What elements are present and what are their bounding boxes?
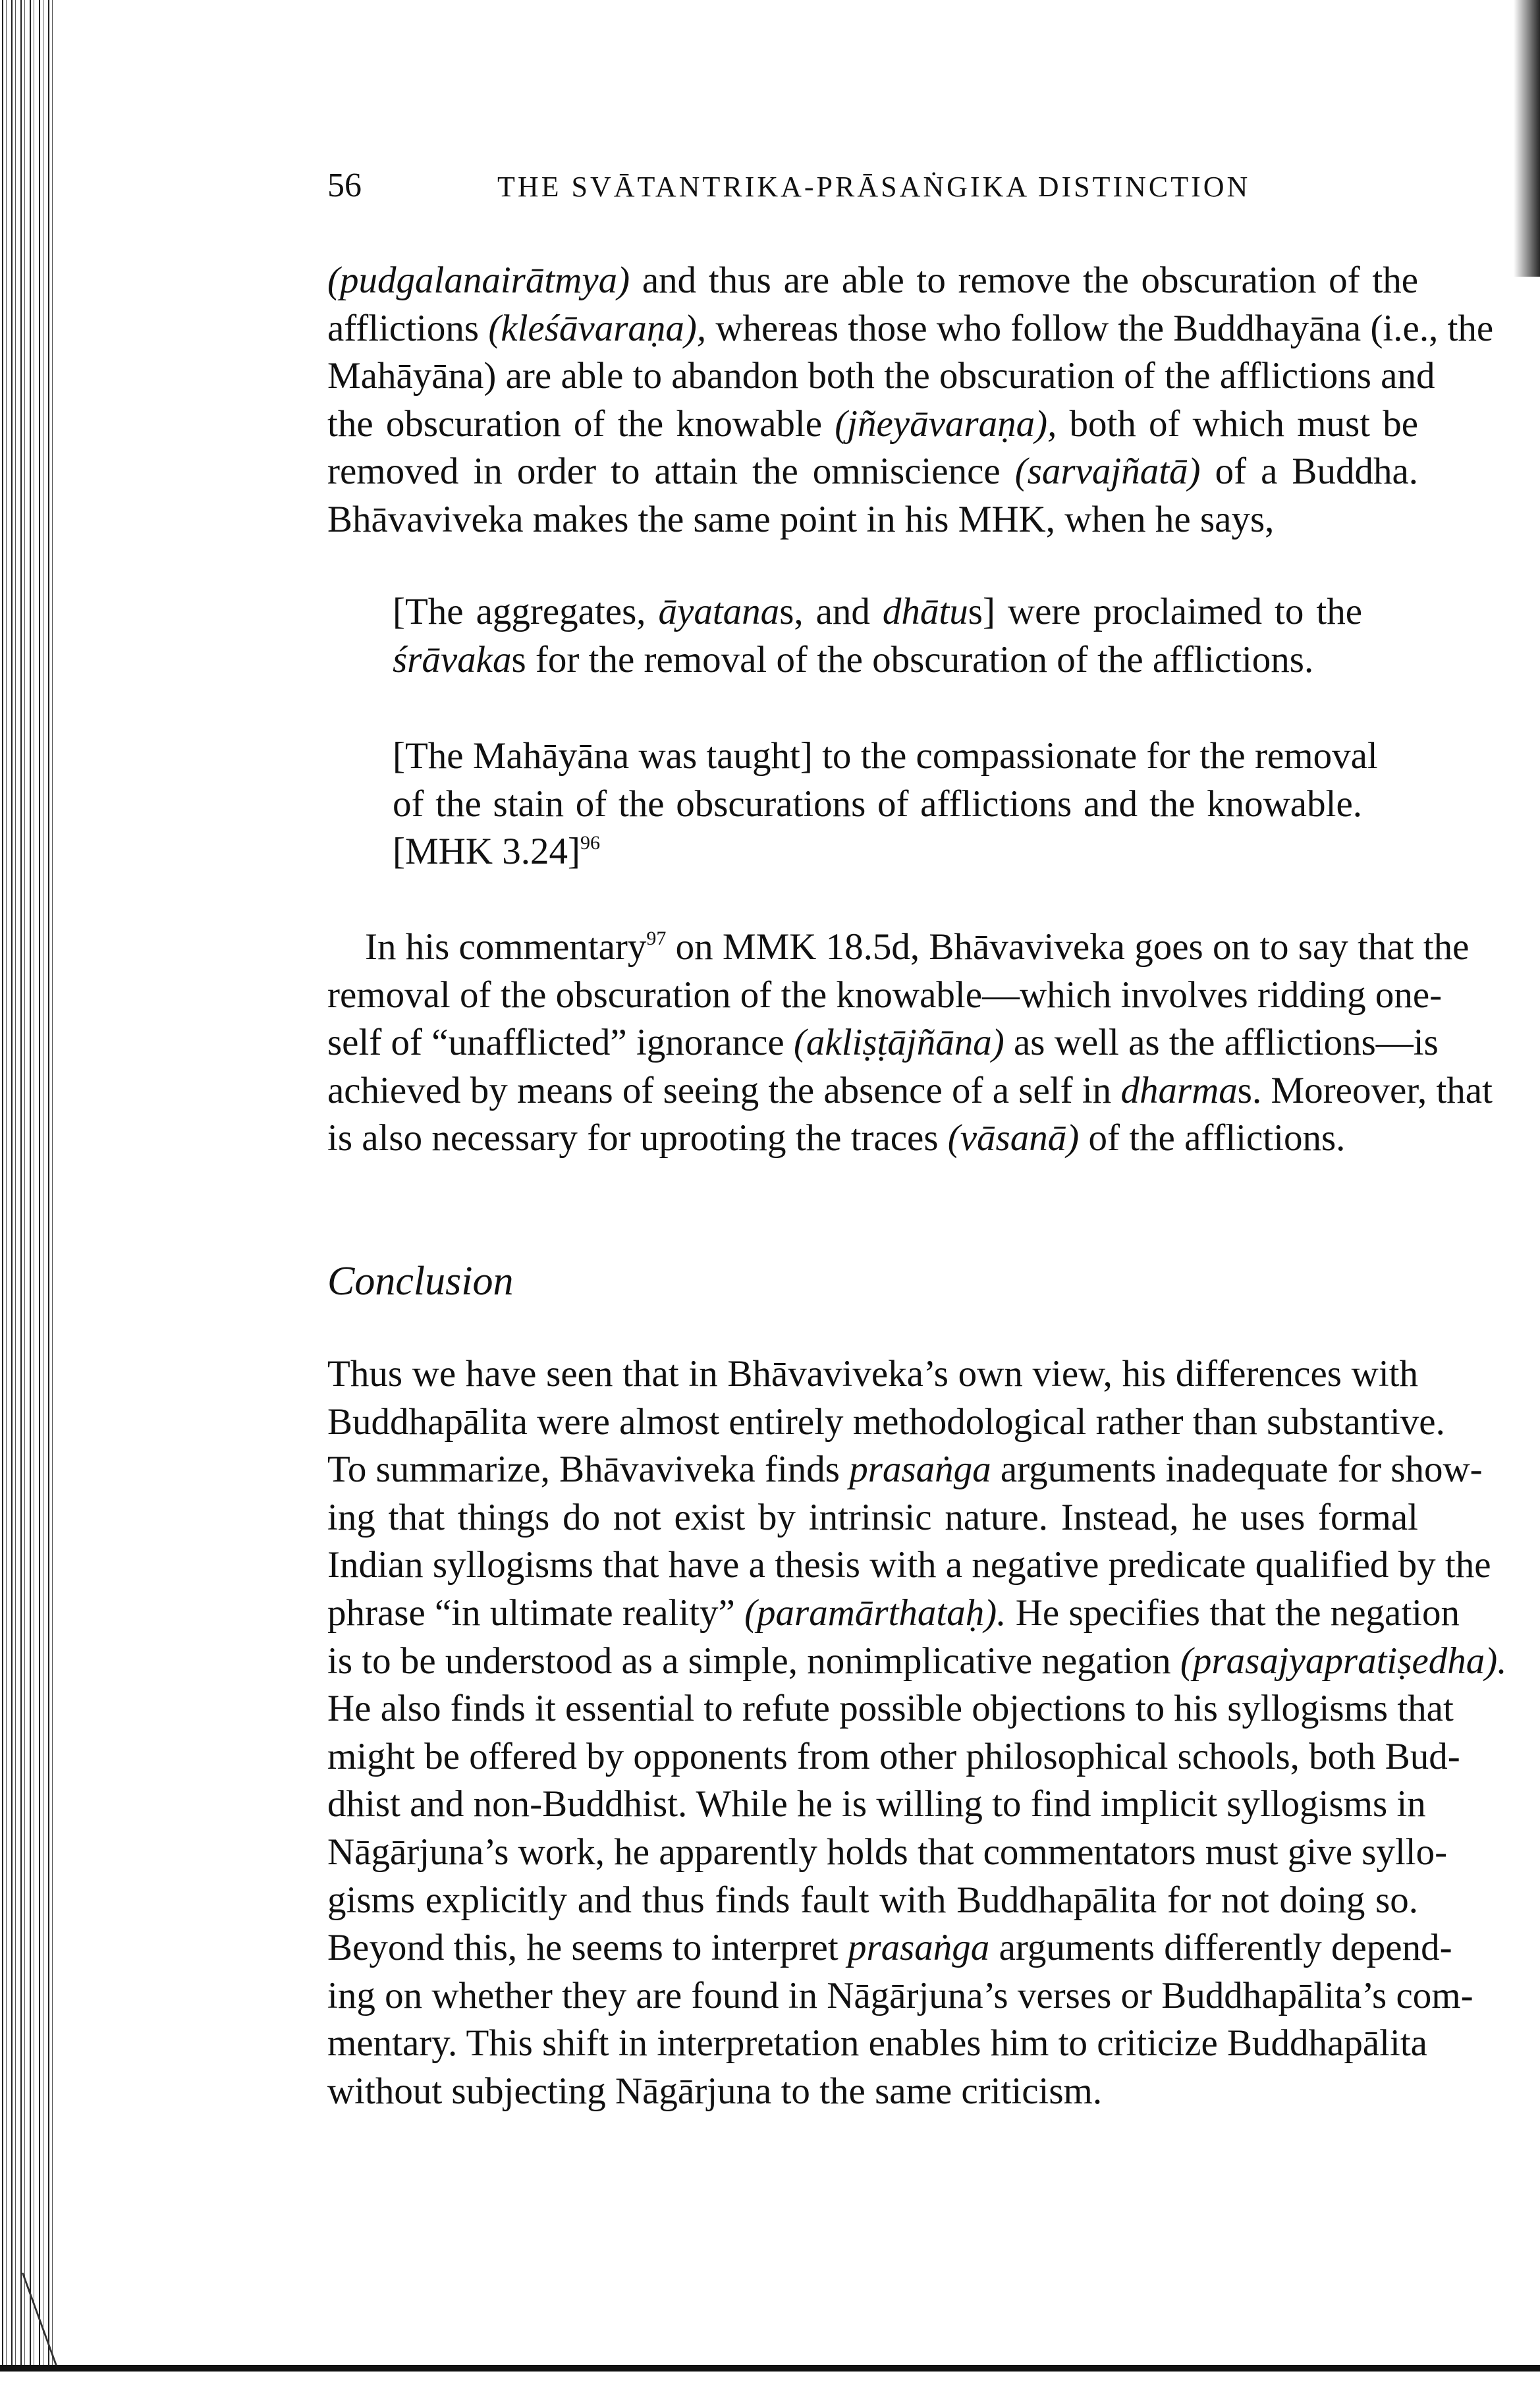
scan-page-shadow (1514, 0, 1540, 277)
text-run: dhist and non-Buddhist. While he is willing to find implicit syllogisms in (327, 1783, 1426, 1825)
paragraph-line (327, 1350, 1418, 1398)
italic-term: prasaṅga (847, 1927, 990, 1969)
text-run: Bhāvaviveka makes the same point in his MHK, when he says, (327, 499, 1275, 540)
text-run: s] were proclaimed to the (968, 591, 1363, 632)
italic-term: (vāsanā) (947, 1117, 1080, 1159)
paragraph-line (327, 1590, 1460, 1637)
text-run: Buddhapālita were almost entirely methodological rather than substantive. (327, 1401, 1445, 1443)
text-run: He specifies that the negation (1006, 1592, 1460, 1634)
text-run: arguments differently depend- (989, 1927, 1452, 1969)
italic-term: (akliṣṭājñāna) (793, 1022, 1004, 1064)
text-run: of the stain of the obscurations of afflictions and the knowable. (393, 783, 1362, 825)
paragraph-line (327, 1541, 1491, 1589)
block-quote-line (393, 636, 1362, 684)
paragraph-line (327, 972, 1443, 1019)
text-run: Thus we have seen that in Bhāvaviveka’s own view, his differences with (327, 1353, 1418, 1395)
text-run: [The Mahāyāna was taught] to the compassionate for the removal (393, 735, 1378, 777)
text-run: In his commentary (365, 926, 647, 968)
text-run: both of which must be (1057, 402, 1418, 445)
text-run: of a Buddha. (1200, 451, 1418, 493)
paragraph-line (327, 1972, 1473, 2020)
text-run: s. Moreover, that (1237, 1069, 1493, 1111)
italic-term: (pudgalanairātmya) (327, 260, 630, 301)
paragraph-line (327, 448, 1418, 495)
running-title: THE SVĀTANTRIKA-PRĀSAṄGIKA DISTINCTION (497, 171, 1251, 203)
italic-term: āyatana (658, 591, 780, 632)
paragraph-line (327, 1399, 1445, 1446)
text-run: self of “unafflicted” ignorance (327, 1022, 794, 1064)
text-run: afflictions (327, 307, 489, 349)
italic-term: (sarvajñatā) (1014, 451, 1201, 493)
paragraph-line (327, 2020, 1427, 2067)
text-run: on MMK 18.5d, Bhāvaviveka goes on to say that the (666, 926, 1470, 968)
text-run: phrase “in ultimate reality” (327, 1592, 745, 1634)
text-run: ing on whether they are found in Nāgārjuna’s verses or Buddhapālita’s com- (327, 1974, 1473, 2016)
text-run: of the afflictions. (1079, 1117, 1346, 1159)
paragraph-line (327, 2068, 1418, 2115)
italic-term: dhātu (882, 591, 968, 632)
block-quote-line (393, 781, 1362, 828)
scan-binding-edge (0, 0, 54, 2372)
italic-term: dharma (1120, 1069, 1238, 1111)
text-run: achieved by means of seeing the absence of a self in (327, 1069, 1121, 1111)
page-number: 56 (327, 167, 362, 204)
paragraph-line (327, 1115, 1418, 1162)
paragraph-line (327, 1638, 1507, 1685)
italic-term: prasaṅga (849, 1449, 991, 1491)
text-run: as well as the afflictions—is (1004, 1022, 1439, 1064)
scan-bottom-edge (0, 2365, 1540, 2372)
paragraph-line (327, 1019, 1439, 1067)
text-run: removed in order to attain the omniscience (327, 451, 1015, 493)
paragraph-line (327, 1067, 1493, 1115)
paragraph-line (327, 401, 1418, 448)
text-run: s, and (779, 591, 883, 632)
italic-term: (kleśāvaraṇa), (488, 307, 707, 349)
section-heading: Conclusion (327, 1259, 514, 1304)
italic-term: śrāvaka (393, 638, 512, 680)
text-run: mentary. This shift in interpretation enables him to criticize Buddhapālita (327, 2022, 1427, 2065)
text-run: whereas those who follow the Buddhayāna (i.e., the (706, 307, 1494, 349)
text-run: might be offered by opponents from other philosophical schools, both Bud- (327, 1735, 1460, 1777)
text-run: is to be understood as a simple, nonimplicative negation (327, 1640, 1180, 1682)
text-run: removal of the obscuration of the knowable—which involves ridding one- (327, 974, 1443, 1016)
text-run: To summarize, Bhāvaviveka finds (327, 1449, 850, 1491)
text-run: He also finds it essential to refute possible objections to his syllogisms that (327, 1688, 1454, 1730)
paragraph-line (327, 305, 1494, 352)
paragraph-line (327, 496, 1418, 543)
paragraph-line (327, 1781, 1426, 1828)
paragraph-line (327, 1829, 1448, 1876)
footnote-ref: 96 (580, 832, 600, 854)
text-run: Mahāyāna) are able to abandon both the obscuration of the afflictions and (327, 355, 1435, 397)
text-run: without subjecting Nāgārjuna to the same criticism. (327, 2070, 1103, 2112)
paragraph-line (327, 1924, 1452, 1972)
text-run: [MHK 3.24] (393, 831, 580, 873)
block-quote-line (393, 828, 1362, 875)
paragraph-line (327, 1685, 1454, 1733)
paragraph-line (327, 1877, 1418, 1924)
paragraph-line (327, 352, 1435, 400)
text-run: and thus are able to remove the obscuration of the (630, 260, 1418, 301)
text-run: [The aggregates, (393, 591, 659, 632)
italic-term: (paramārthataḥ). (744, 1592, 1006, 1634)
text-run: s for the removal of the obscuration of the afflictions. (511, 638, 1314, 680)
text-run: ing that things do not exist by intrinsic nature. Instead, he uses formal (327, 1496, 1418, 1538)
text-run: Indian syllogisms that have a thesis with a negative predicate qualified by the (327, 1544, 1491, 1586)
text-run: Beyond this, he seems to interpret (327, 1927, 848, 1969)
paragraph-line (327, 1494, 1418, 1541)
text-run: arguments inadequate for show- (991, 1449, 1483, 1491)
paragraph-line (365, 924, 1470, 971)
italic-term: (jñeyāvaraṇa), (835, 402, 1057, 445)
paragraph-line (327, 1733, 1460, 1781)
text-run: Nāgārjuna’s work, he apparently holds that commentators must give syllo- (327, 1831, 1448, 1873)
text-run: gisms explicitly and thus finds fault with Buddhapālita for not doing so. (327, 1879, 1418, 1921)
block-quote-line (393, 588, 1362, 636)
footnote-ref: 97 (646, 928, 667, 949)
paragraph-line (327, 1446, 1483, 1493)
italic-term: (prasajyapratiṣedha). (1180, 1640, 1507, 1682)
text-run: the obscuration of the knowable (327, 402, 835, 445)
text-run: is also necessary for uprooting the traces (327, 1117, 948, 1159)
paragraph-line (327, 257, 1418, 304)
block-quote-line (393, 733, 1378, 780)
